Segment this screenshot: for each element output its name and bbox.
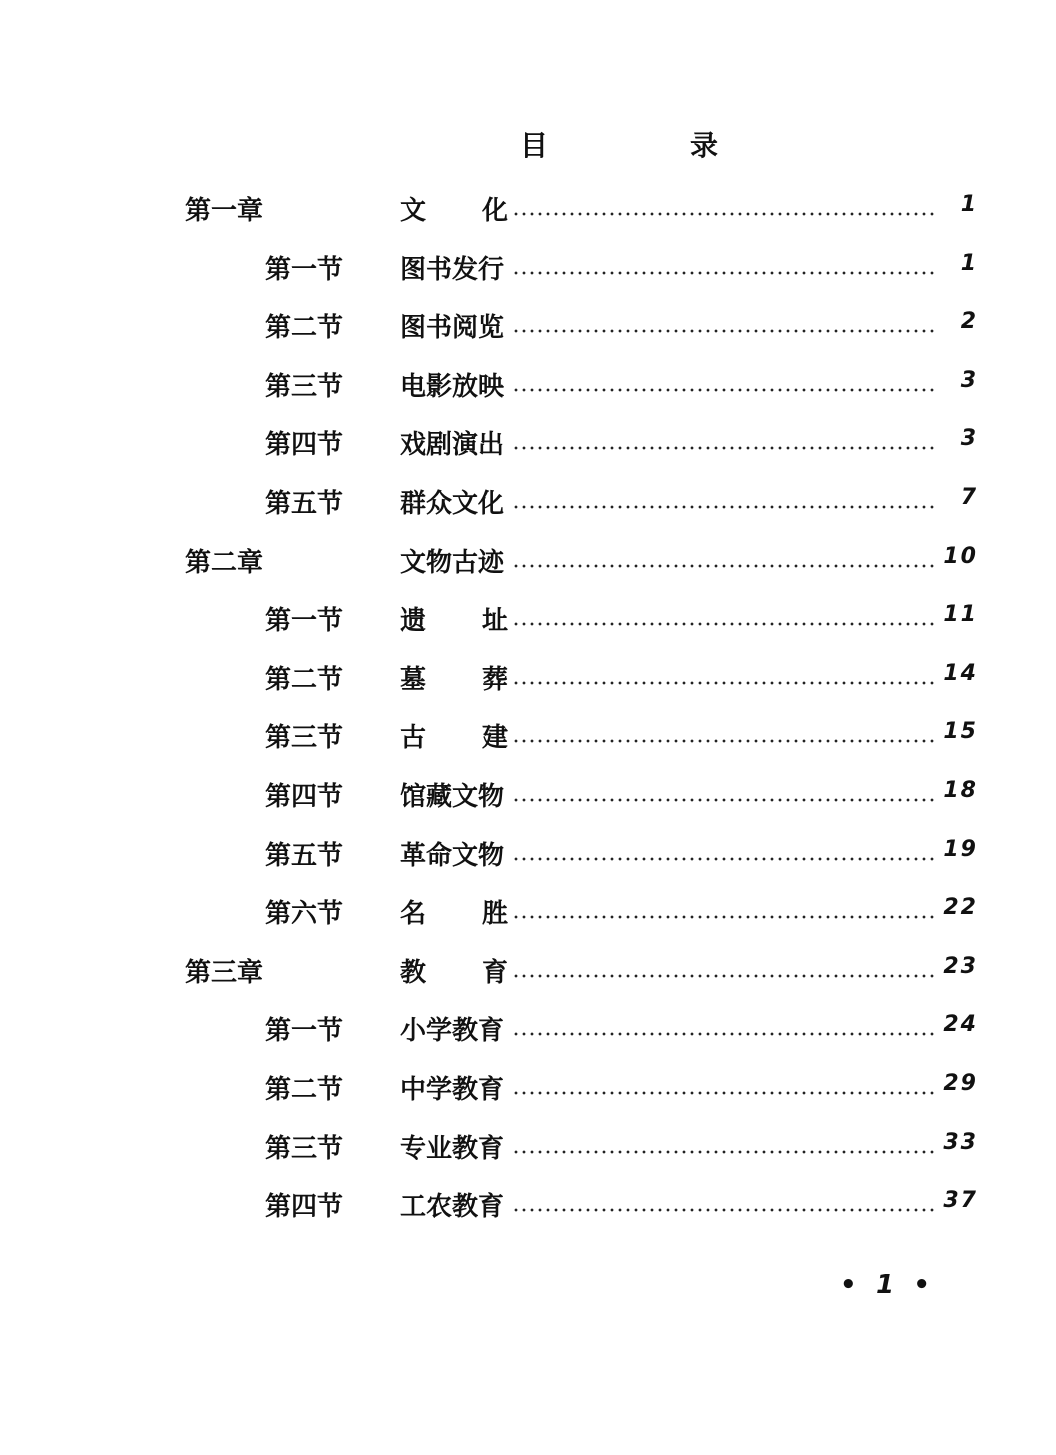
section-number: 第二节 bbox=[265, 1075, 344, 1105]
section-number: 第二节 bbox=[265, 665, 344, 695]
page-number: 10 bbox=[943, 544, 978, 569]
dot-leader bbox=[512, 681, 937, 685]
page-number: 19 bbox=[943, 837, 978, 862]
toc-title-char-2: 录 bbox=[689, 129, 720, 162]
toc-entry-section bbox=[0, 1069, 1056, 1109]
dot-leader bbox=[512, 271, 937, 275]
page-number: 3 bbox=[960, 368, 978, 393]
section-heading: 革命文物 bbox=[400, 841, 505, 871]
section-heading: 戏剧演出 bbox=[400, 430, 505, 460]
section-number: 第四节 bbox=[265, 430, 344, 460]
section-number: 第四节 bbox=[265, 1192, 344, 1222]
toc-entry-chapter bbox=[0, 542, 1056, 582]
dot-leader bbox=[512, 798, 937, 802]
toc-entry-section bbox=[0, 1128, 1056, 1168]
page-number: 3 bbox=[960, 426, 978, 451]
dot-leader bbox=[512, 915, 937, 919]
chapter-number: 第三章 bbox=[185, 958, 264, 988]
section-number: 第二节 bbox=[265, 313, 344, 343]
page-number: 37 bbox=[943, 1188, 978, 1213]
section-number: 第三节 bbox=[265, 372, 344, 402]
chapter-number: 第一章 bbox=[185, 196, 264, 226]
section-number: 第六节 bbox=[265, 899, 344, 929]
section-heading: 图书阅览 bbox=[400, 313, 505, 343]
section-heading: 图书发行 bbox=[400, 255, 505, 285]
section-heading: 名 胜 bbox=[400, 899, 508, 929]
page-number: 23 bbox=[943, 954, 978, 979]
section-number: 第一节 bbox=[265, 1016, 344, 1046]
chapter-number: 第二章 bbox=[185, 548, 264, 578]
dot-leader bbox=[512, 212, 937, 216]
dot-leader bbox=[512, 505, 937, 509]
chapter-heading: 文 化 bbox=[400, 196, 508, 226]
toc-title bbox=[520, 124, 720, 164]
toc-entry-section bbox=[0, 1186, 1056, 1226]
section-number: 第三节 bbox=[265, 1134, 344, 1164]
section-heading: 群众文化 bbox=[400, 489, 505, 519]
section-number: 第三节 bbox=[265, 723, 344, 753]
section-number: 第五节 bbox=[265, 489, 344, 519]
section-number: 第五节 bbox=[265, 841, 344, 871]
dot-leader bbox=[512, 739, 937, 743]
toc-entry-section bbox=[0, 366, 1056, 406]
section-heading: 工农教育 bbox=[400, 1192, 505, 1222]
page-number: 29 bbox=[943, 1071, 978, 1096]
dot-leader bbox=[512, 974, 937, 978]
page-number: 11 bbox=[943, 602, 978, 627]
dot-leader bbox=[512, 1091, 937, 1095]
section-heading: 专业教育 bbox=[400, 1134, 505, 1164]
section-number: 第四节 bbox=[265, 782, 344, 812]
page-number: 1 bbox=[960, 251, 978, 276]
toc-entry-chapter bbox=[0, 190, 1056, 230]
section-heading: 古 建 bbox=[400, 723, 508, 753]
toc-entry-section bbox=[0, 835, 1056, 875]
page-number: 22 bbox=[943, 895, 978, 920]
section-heading: 中学教育 bbox=[400, 1075, 505, 1105]
page-number: 14 bbox=[943, 661, 978, 686]
toc-entry-section bbox=[0, 249, 1056, 289]
section-number: 第一节 bbox=[265, 255, 344, 285]
chapter-heading: 文物古迹 bbox=[400, 548, 505, 578]
dot-leader bbox=[512, 329, 937, 333]
folio-dot-left: • bbox=[840, 1270, 857, 1300]
toc-entry-section bbox=[0, 659, 1056, 699]
toc-title-char-1: 目 bbox=[520, 129, 551, 162]
page-number: 33 bbox=[943, 1130, 978, 1155]
toc-entry-section bbox=[0, 893, 1056, 933]
section-number: 第一节 bbox=[265, 606, 344, 636]
toc-entry-section bbox=[0, 1010, 1056, 1050]
dot-leader bbox=[512, 1032, 937, 1036]
folio-dot-right: • bbox=[913, 1270, 930, 1300]
dot-leader bbox=[512, 564, 937, 568]
page-folio bbox=[840, 1270, 930, 1300]
section-heading: 墓 葬 bbox=[400, 665, 508, 695]
section-heading: 遗 址 bbox=[400, 606, 508, 636]
section-heading: 馆藏文物 bbox=[400, 782, 505, 812]
page-number: 2 bbox=[960, 309, 978, 334]
dot-leader bbox=[512, 446, 937, 450]
toc-entry-section bbox=[0, 424, 1056, 464]
toc-entry-section bbox=[0, 717, 1056, 757]
dot-leader bbox=[512, 622, 937, 626]
folio-number: 1 bbox=[875, 1270, 895, 1300]
section-heading: 电影放映 bbox=[400, 372, 505, 402]
page-number: 7 bbox=[960, 485, 978, 510]
dot-leader bbox=[512, 1208, 937, 1212]
toc-entry-section bbox=[0, 307, 1056, 347]
dot-leader bbox=[512, 1150, 937, 1154]
toc-entry-section bbox=[0, 776, 1056, 816]
page-number: 15 bbox=[943, 719, 978, 744]
section-heading: 小学教育 bbox=[400, 1016, 505, 1046]
page-number: 18 bbox=[943, 778, 978, 803]
toc-entry-section bbox=[0, 600, 1056, 640]
toc-entry-section bbox=[0, 483, 1056, 523]
chapter-heading: 教 育 bbox=[400, 958, 508, 988]
dot-leader bbox=[512, 857, 937, 861]
page-number: 24 bbox=[943, 1012, 978, 1037]
page-number: 1 bbox=[960, 192, 978, 217]
toc-entry-chapter bbox=[0, 952, 1056, 992]
dot-leader bbox=[512, 388, 937, 392]
